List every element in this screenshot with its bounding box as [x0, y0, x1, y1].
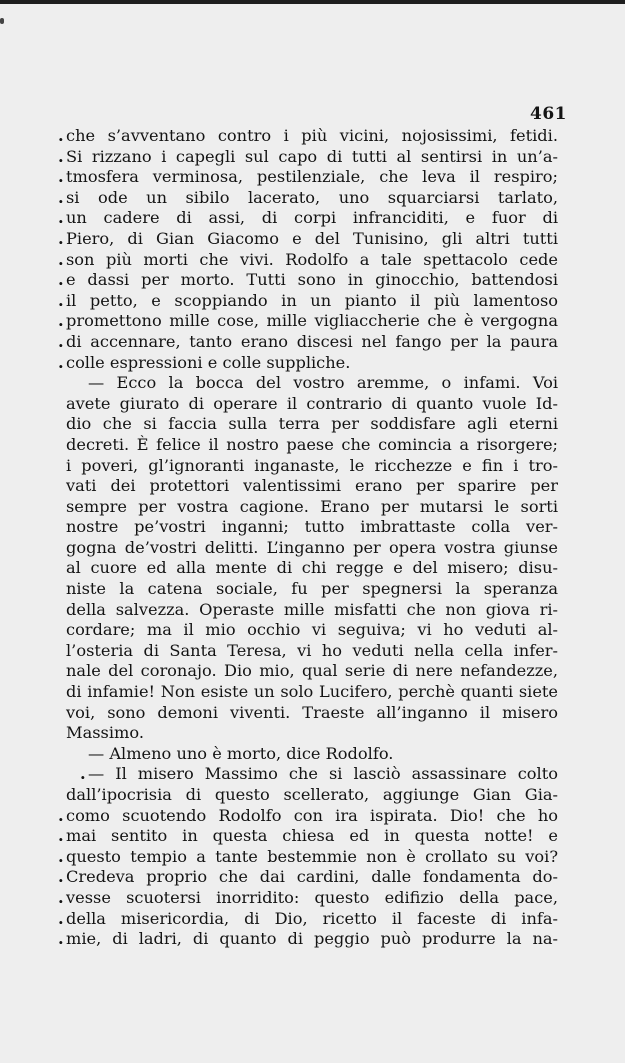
text-line: . — Il misero Massimo che si lasciò assassinare colto — [66, 764, 558, 785]
text-line: cordare; ma il mio occhio vi seguiva; vi ho veduti al- — [66, 620, 558, 640]
text-line: niste la catena sociale, fu per spegnersi la speranza — [66, 579, 558, 599]
text-line: Massimo. — [66, 723, 144, 743]
text-line: . Piero, di Gian Giacomo e del Tunisino, gli altri tutti — [66, 229, 558, 250]
text-line: dio che si faccia sulla terra per soddisfare agli eterni — [66, 414, 558, 434]
text-line: . mie, di ladri, di quanto di peggio può produrre la na- — [66, 929, 558, 950]
text-line: . tmosfera verminosa, pestilenziale, che leva il respiro; — [66, 167, 558, 188]
text-line: . vesse scuotersi inorridito: questo edifizio della pace, — [66, 888, 558, 909]
page-number: 461 — [530, 104, 567, 124]
text-line: . il petto, e scoppiando in un pianto il più lamentoso — [66, 291, 558, 312]
text-line: . un cadere di assi, di corpi infranciditi, e fuor di — [66, 208, 558, 229]
text-line: gogna de’vostri delitti. L’inganno per opera vostra giunse — [66, 537, 558, 557]
text-line: . e dassi per morto. Tutti sono in ginocchio, battendosi — [66, 270, 558, 291]
text-line: . mai sentito in questa chiesa ed in questa notte! e — [66, 826, 558, 847]
text-line: . di accennare, tanto erano discesi nel fango per la paura — [66, 332, 558, 353]
text-line: — Ecco la bocca del vostro aremme, o infami. Voi — [88, 373, 558, 393]
text-line: . che s’avventano contro i più vicini, nojosissimi, fetidi. — [66, 126, 558, 147]
text-line: l’osteria di Santa Teresa, vi ho veduti nella cella infer- — [66, 640, 558, 660]
scan-speck — [0, 18, 4, 24]
text-line: . Credeva proprio che dai cardini, dalle fondamenta do- — [66, 867, 558, 888]
text-line: . como scuotendo Rodolfo con ira ispirata. Dio! che ho — [66, 806, 558, 827]
text-line: dall’ipocrisia di questo scellerato, aggiunge Gian Gia- — [66, 785, 558, 804]
text-line: . colle espressioni e colle suppliche. — [66, 353, 558, 374]
text-line: i poveri, gl’ignoranti inganaste, le ricchezze e fin i tro- — [66, 455, 558, 475]
scan-edge — [0, 0, 625, 4]
text-line: nale del coronajo. Dio mio, qual serie di nere nefandezze, — [66, 661, 558, 681]
text-line: . si ode un sibilo lacerato, uno squarciarsi tarlato, — [66, 188, 558, 209]
body-text — [66, 126, 558, 950]
text-line: . della misericordia, di Dio, ricetto il faceste di infa- — [66, 909, 558, 930]
text-line: di infamie! Non esiste un solo Lucifero, perchè quanti siete — [66, 682, 558, 702]
text-line: — Almeno uno è morto, dice Rodolfo. — [88, 743, 394, 763]
text-line: nostre pe’vostri inganni; tutto imbrattaste colla ver- — [66, 517, 558, 537]
text-line: decreti. È felice il nostro paese che comincia a risorgere; — [66, 434, 558, 454]
text-line: sempre per vostra cagione. Erano per mutarsi le sorti — [66, 496, 558, 516]
text-line: . promettono mille cose, mille vigliaccherie che è vergogna — [66, 311, 558, 332]
text-line: voi, sono demoni viventi. Traeste all’inganno il misero — [66, 702, 558, 722]
text-line: . questo tempio a tante bestemmie non è crollato su voi? — [66, 847, 558, 868]
text-line: vati dei protettori valentissimi erano per sparire per — [66, 476, 558, 496]
text-line: avete giurato di operare il contrario di quanto vuole Id- — [66, 393, 558, 413]
text-line: della salvezza. Operaste mille misfatti che non giova ri- — [66, 599, 558, 619]
text-line: . son più morti che vivi. Rodolfo a tale spettacolo cede — [66, 250, 558, 271]
text-line: . Si rizzano i capegli sul capo di tutti al sentirsi in un’a- — [66, 147, 558, 168]
text-line: al cuore ed alla mente di chi regge e del misero; disu- — [66, 558, 558, 578]
